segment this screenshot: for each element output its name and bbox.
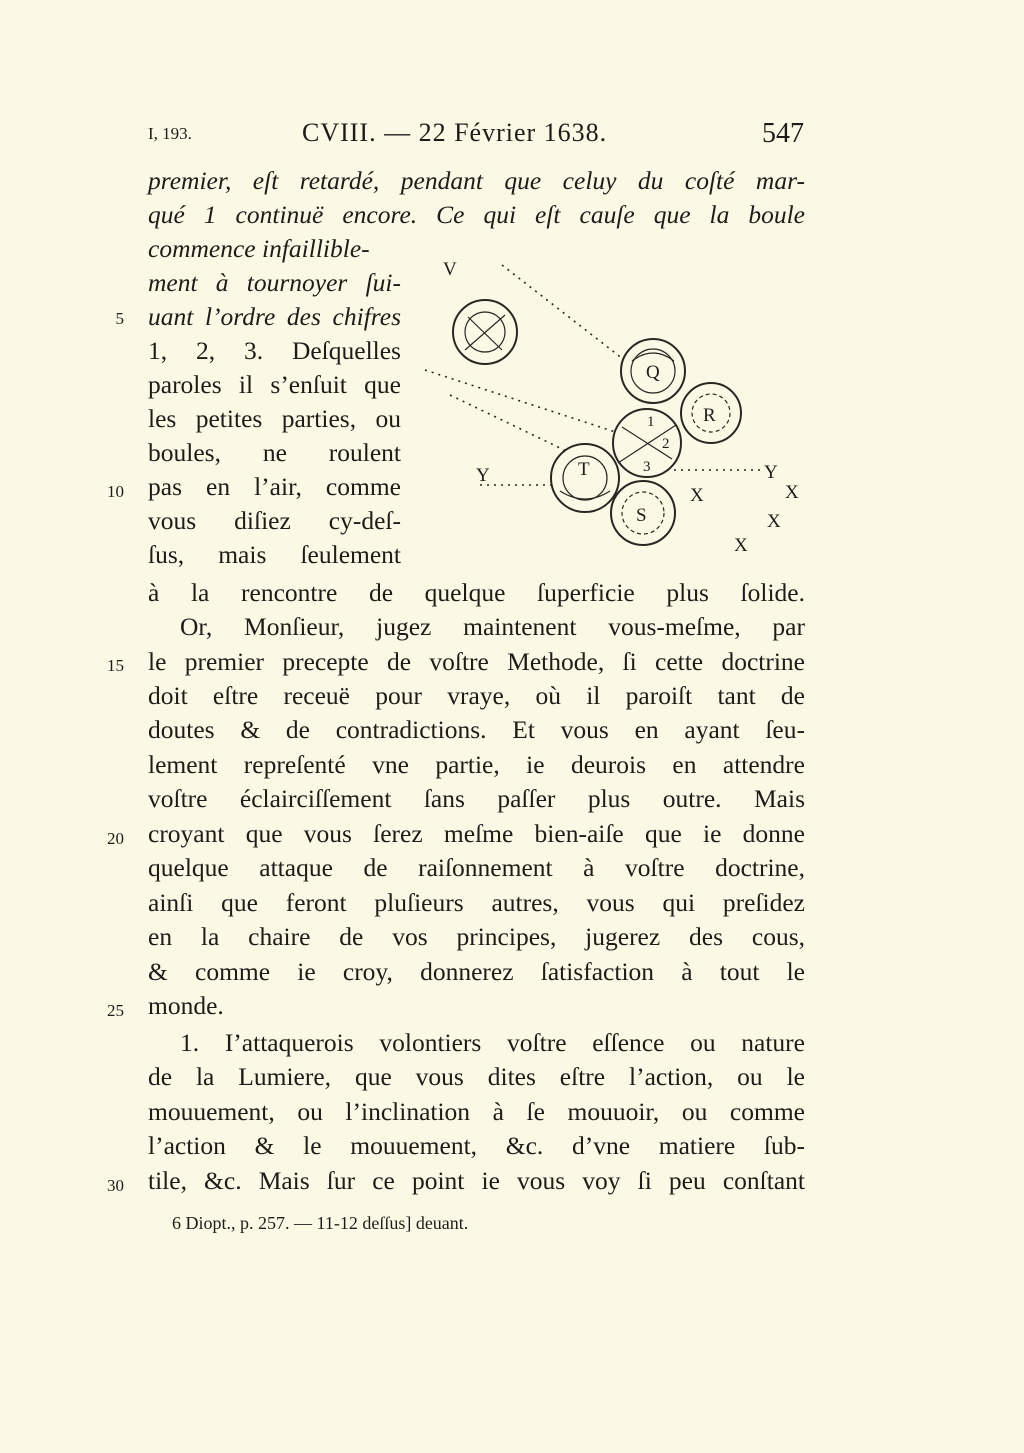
letter-heading: CVIII. — 22 Février 1638. — [302, 118, 608, 147]
text-line: uant l’ordre des chifres — [148, 302, 401, 331]
figure-label: S — [636, 505, 647, 526]
text-line: & comme ie croy, donnerez ſatisfaction à tout le — [148, 957, 805, 986]
text-line: de la Lumiere, que vous dites eſtre l’action, ou le — [148, 1062, 805, 1091]
rolling-balls-figure — [410, 245, 810, 565]
text-line: voſtre éclairciſſement ſans paſſer plus outre. Mais — [148, 784, 805, 813]
figure-label: Y — [476, 465, 490, 486]
line-number: 10 — [107, 482, 124, 501]
text-line: Or, Monſieur, jugez maintenent vous-meſme, par — [180, 612, 805, 641]
line-number: 5 — [115, 309, 124, 328]
text-line: le premier precepte de voſtre Methode, ſi cette doctrine — [148, 647, 805, 676]
text-line: pas en l’air, comme — [148, 472, 401, 501]
figure-label: X — [785, 482, 799, 503]
figure-label: X — [690, 485, 704, 506]
text-line: mouuement, ou l’inclination à ſe mouuoir, ou comme — [148, 1097, 805, 1126]
text-line: ainſi que feront pluſieurs autres, vous qui preſidez — [148, 888, 805, 917]
line-number: 25 — [107, 1001, 124, 1020]
text-line: l’action & le mouuement, &c. d’vne matiere ſub- — [148, 1131, 805, 1160]
text-line: en la chaire de vos principes, jugerez des cous, — [148, 922, 805, 951]
text-line: ſus, mais ſeulement — [148, 540, 401, 569]
figure-label: V — [443, 259, 457, 280]
figure-label: T — [578, 459, 590, 480]
figure-digit: 1 — [647, 414, 655, 430]
running-header — [148, 118, 804, 154]
text-line: boules, ne roulent — [148, 438, 401, 467]
text-line: qué 1 continuë encore. Ce qui eſt cauſe que la boule — [148, 200, 805, 229]
line-number: 30 — [107, 1176, 124, 1195]
text-line: 1. I’attaquerois volontiers voſtre eſſence ou nature — [180, 1028, 805, 1057]
text-line: premier, eſt retardé, pendant que celuy du coſté mar- — [148, 166, 805, 195]
figure-label: Q — [646, 362, 660, 383]
text-line: doutes & de contradictions. Et vous en ayant ſeu- — [148, 715, 805, 744]
text-line: tile, &c. Mais ſur ce point ie vous voy ſi peu conſtant — [148, 1166, 805, 1195]
text-line: croyant que vous ſerez meſme bien-aiſe que ie donne — [148, 819, 805, 848]
text-line: vous diſiez cy-deſ- — [148, 506, 401, 535]
page-number: 547 — [762, 118, 804, 149]
figure-digit: 2 — [662, 436, 670, 452]
edition-reference: I, 193. — [148, 124, 192, 143]
line-number: 15 — [107, 656, 124, 675]
text-line: commence infaillible- — [148, 234, 370, 263]
text-line: les petites parties, ou — [148, 404, 401, 433]
text-line: 1, 2, 3. Deſquelles — [148, 336, 401, 365]
text-line: paroles il s’enſuit que — [148, 370, 401, 399]
text-line: monde. — [148, 991, 224, 1020]
figure-label: R — [703, 405, 716, 426]
figure-digit: 3 — [643, 459, 651, 475]
footnote: 6 Diopt., p. 257. — 11-12 deſſus] deuant. — [172, 1213, 469, 1233]
text-line: doit eſtre receuë pour vraye, où il paroiſt tant de — [148, 681, 805, 710]
text-line: quelque attaque de raiſonnement à voſtre doctrine, — [148, 853, 805, 882]
line-number: 20 — [107, 829, 124, 848]
figure-label: X — [767, 511, 781, 532]
text-line: lement repreſenté vne partie, ie deurois en attendre — [148, 750, 805, 779]
figure-label: X — [734, 535, 748, 556]
text-line: à la rencontre de quelque ſuperficie plus ſolide. — [148, 578, 805, 607]
figure-label: Y — [764, 462, 778, 483]
text-line: ment à tournoyer ſui- — [148, 268, 401, 297]
